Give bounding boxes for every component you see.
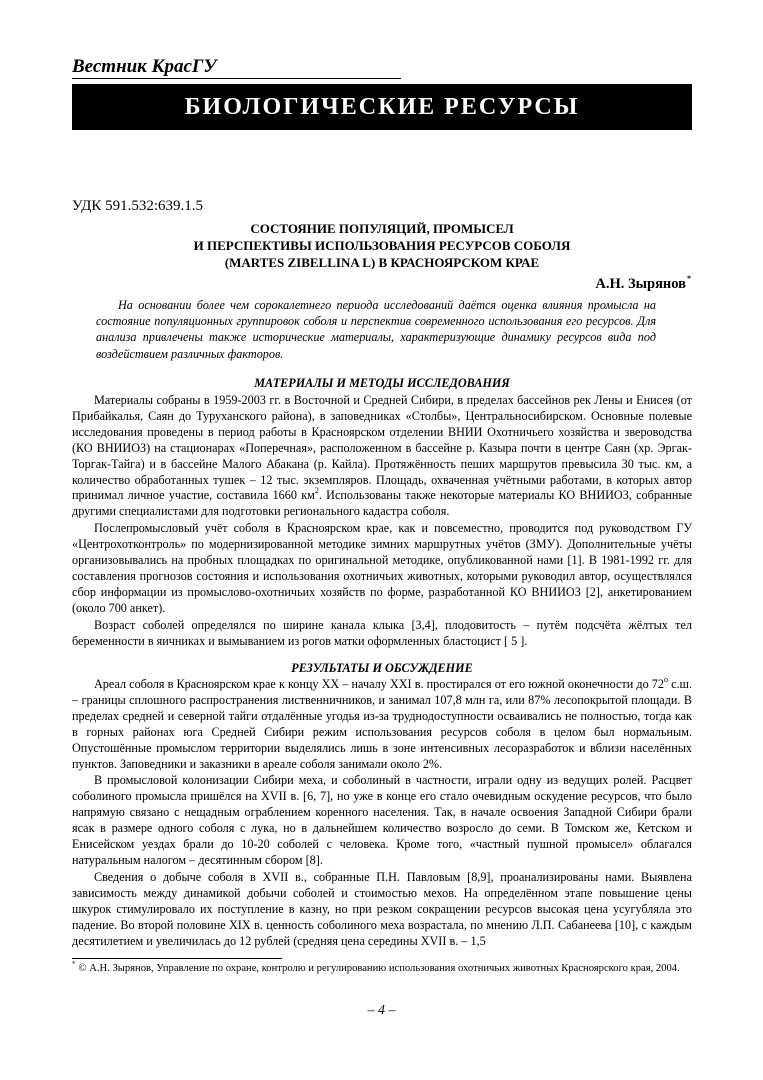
footnote-text: © А.Н. Зырянов, Управление по охране, контролю и регулированию использования охотничьих животных Красноярского края, 2004. [78, 963, 680, 974]
paragraph-text: Материалы собраны в 1959-2003 гг. в Восточной и Средней Сибири, в пределах бассейнов рек Лены и Енисея (от Прибайкалья, Саян до Туруханского района), в заповедниках «Столбы», Центральносибирском. Основные полевые исследования проведены в период работы в Красноярском отделении ВНИИ Охотничьего хозяйства и звероводства (КО ВНИИОЗ) на стационарах «Поперечная», расположенном в бассейне р. Казыра почти в центре Саян (хр. Эргак-Торгак-Тайга) и в бассейне Малого Абакана (р. Кайла). Протяжённость пеших маршрутов превысила 30 тыс. км, а количество обработанных тушек – 12 тыс. экземпляров. Площадь, охваченная учётными работами, в которых автор принимал личное участие, составила 1660 км [72, 393, 692, 503]
paragraph-text: . Использованы также некоторые материалы КО ВНИИОЗ, собранные другими специалистами для подготовки регионального кадастра соболя. [72, 488, 693, 519]
footnote-mark: * [72, 960, 76, 968]
superscript: 2 [314, 486, 319, 496]
paragraph: Сведения о добыче соболя в XVII в., собранные П.Н. Павловым [8,9], проанализированы нами. Выявлена зависимость между динамикой добычи соболей и стоимостью мехов. На определённом этапе повышение цены шкурок стимулировало их поступление в казну, но при резком сокращении ресурсов высокая цена усугубляла это падение. Во второй половине XIX в. ценность соболиного меха возрастала, по мнению Л.П. Сабанеева [10], с каждым десятилетием и увеличилась до 12 рублей (средняя цена середины XVII в. – 1,5 [72, 869, 692, 948]
article-title-line: И ПЕРСПЕКТИВЫ ИСПОЛЬЗОВАНИЯ РЕСУРСОВ СОБОЛЯ [193, 238, 571, 253]
paragraph-text: с.ш. – границы сплошного распространения лиственничников, и занимал 107,8 млн га, или 87% лесопокрытой площади. В пределах средней и северной тайги отдалённые угодья из-за труднодоступности осваивались не полностью, тогда как в горных районах юга Средней Сибири режим использования ресурсов соболя в целом был нормальным. Опустошённые промыслом территории выделялись лишь в зоне интенсивных лесоразработок и вблизи населённых пунктов. Заповедники и заказники в ареале соболя занимали около 2%. [72, 677, 692, 771]
paragraph: Послепромысловый учёт соболя в Красноярском крае, как и повсеместно, проводится под руководством ГУ «Центрохотконтроль» по модернизированной методике зимних маршрутных учётов (ЗМУ). Дополнительные учёты организовывались на пробных площадках по оригинальной методике, опубликованной нами [1]. В 1981-1992 гг. для составления прогнозов состояния и использования охотничьих животных, которыми руководил автор, осуществлялся сбор информации из промыслово-охотничьих хозяйств по форме, разработанной КО ВНИИОЗ [2], анкетированием (около 700 анкет). [72, 521, 692, 615]
page-number: – 4 – [367, 1003, 396, 1018]
abstract: На основании более чем сорокалетнего периода исследований даётся оценка влияния промысла на состояние популяционных группировок соболя и перспектив современного использования его ресурсов. Для анализа привлечены также исторические материалы, характеризующие динамику ресурсов вида под воздействием различных факторов. [96, 298, 656, 361]
article-title-line: СОСТОЯНИЕ ПОПУЛЯЦИЙ, ПРОМЫСЕЛ [250, 221, 514, 236]
paragraph [72, 677, 692, 772]
superscript: о [663, 675, 668, 684]
paragraph [72, 393, 692, 520]
paragraph: Возраст соболей определялся по ширине канала клыка [3,4], плодовитость – путём подсчёта жёлтых тел беременности в яичниках и вымыванием из рогов матки оформленных бластоцист [ 5 ]. [72, 617, 692, 648]
footnote-divider [72, 958, 282, 959]
methods-body [72, 393, 692, 651]
author-name: А.Н. Зырянов [595, 276, 686, 292]
results-body [72, 677, 692, 950]
paragraph-text: Ареал соболя в Красноярском крае к концу XX – началу XXI в. простирался от его южной оконечности до 72 [94, 677, 664, 691]
author-footnote-mark: * [687, 274, 691, 283]
section-heading-results: РЕЗУЛЬТАТЫ И ОБСУЖДЕНИЕ [291, 661, 473, 675]
section-heading-methods: МАТЕРИАЛЫ И МЕТОДЫ ИССЛЕДОВАНИЯ [254, 376, 510, 390]
journal-title-underline [72, 78, 401, 79]
journal-title: Вестник КрасГУ [72, 56, 217, 77]
article-title-line: (MARTES ZIBELLINA L) В КРАСНОЯРСКОМ КРАЕ [224, 255, 540, 270]
udk-code: УДК 591.532:639.1.5 [72, 198, 204, 214]
author [595, 274, 691, 293]
section-banner: БИОЛОГИЧЕСКИЕ РЕСУРСЫ [72, 84, 692, 130]
article-title [72, 220, 692, 271]
footnote [72, 962, 692, 976]
paragraph: В промысловой колонизации Сибири меха, и соболиный в частности, играли одну из ведущих ролей. Расцвет соболиного промысла пришёлся на XVII в. [6, 7], но уже в конце его стало очевидным оскудение ресурсов, что было напрямую связано с нещадным ограблением коренного населения. Так, в начале освоения Западной Сибири брали ясак в размере одного соболя с лука, но в дальнейшем количество возросло до семи. В Томском же, Кетском и Енисейском уездах брали до 10-20 соболей с человека. Кроме того, «частный пушной промысел» облагался натуральным налогом – десятинным сбором [8]. [72, 773, 692, 867]
